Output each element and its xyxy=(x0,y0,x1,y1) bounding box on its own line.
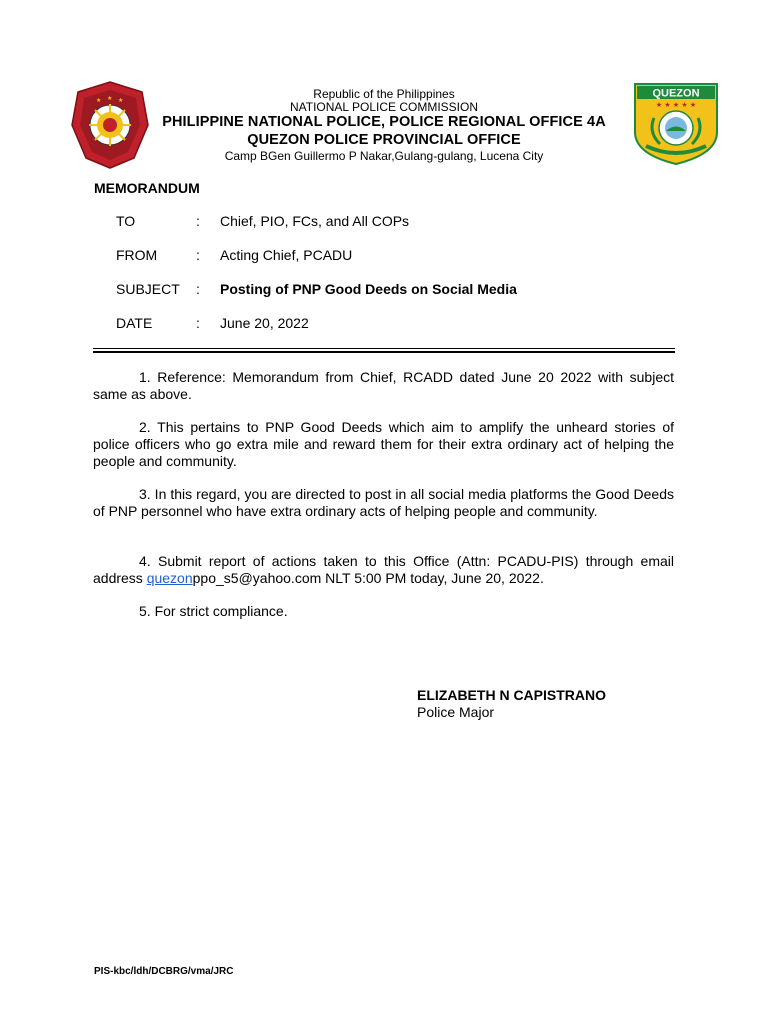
field-value: Acting Chief, PCADU xyxy=(220,247,353,263)
field-value: Chief, PIO, FCs, and All COPs xyxy=(220,213,410,229)
field-label: DATE xyxy=(116,315,153,331)
divider-rule-bottom xyxy=(93,351,675,353)
svg-text:QUEZON: QUEZON xyxy=(652,87,700,100)
divider-rule-top xyxy=(93,348,675,349)
header-republic: Republic of the Philippines xyxy=(313,87,455,101)
field-colon: : xyxy=(196,281,200,297)
footer-reference: PIS-kbc/ldh/DCBRG/vma/JRC xyxy=(94,966,234,977)
svg-text:★: ★ xyxy=(96,97,102,104)
signatory-name: ELIZABETH N CAPISTRANO xyxy=(417,687,606,703)
header-napolcom: NATIONAL POLICE COMMISSION xyxy=(289,100,479,114)
paragraph-2: 2. This pertains to PNP Good Deeds which aim to amplify the unheard stories of police officers who go extra mile and reward them for their extra ordinary act of helping the people and community. xyxy=(93,419,674,469)
field-colon: : xyxy=(196,213,200,229)
svg-text:★: ★ xyxy=(118,97,124,104)
email-link[interactable]: quezon xyxy=(146,570,193,586)
memo-title: MEMORANDUM xyxy=(94,180,200,196)
signatory-rank: Police Major xyxy=(417,704,495,720)
paragraph-4: 4. Submit report of actions taken to this Office (Attn: PCADU-PIS) through email address quezonppo_s5@yahoo.com NLT 5:00 PM today, June 20, 2022. xyxy=(93,553,674,586)
header-pnp-office: PHILIPPINE NATIONAL POLICE, POLICE REGIONAL OFFICE 4A xyxy=(162,114,606,130)
paragraph-5: 5. For strict compliance. xyxy=(139,603,288,619)
svg-text:★ ★ ★ ★ ★: ★ ★ ★ ★ ★ xyxy=(655,101,697,109)
paragraph-3: 3. In this regard, you are directed to post in all social media platforms the Good Deeds of PNP personnel who have extra ordinary acts of helping people and community. xyxy=(93,486,674,519)
header-quezon-ppo: QUEZON POLICE PROVINCIAL OFFICE xyxy=(247,132,521,148)
paragraph-1: 1. Reference: Memorandum from Chief, RCADD dated June 20 2022 with subject same as above. xyxy=(93,369,674,402)
header-address: Camp BGen Guillermo P Nakar,Gulang-gulang, Lucena City xyxy=(224,149,544,163)
field-value: Posting of PNP Good Deeds on Social Media xyxy=(220,281,517,297)
svg-text:★: ★ xyxy=(107,95,113,102)
field-value: June 20, 2022 xyxy=(220,315,309,331)
field-label: TO xyxy=(116,213,136,229)
field-label: SUBJECT xyxy=(116,281,180,297)
field-colon: : xyxy=(196,315,200,331)
field-colon: : xyxy=(196,247,200,263)
field-label: FROM xyxy=(116,247,158,263)
